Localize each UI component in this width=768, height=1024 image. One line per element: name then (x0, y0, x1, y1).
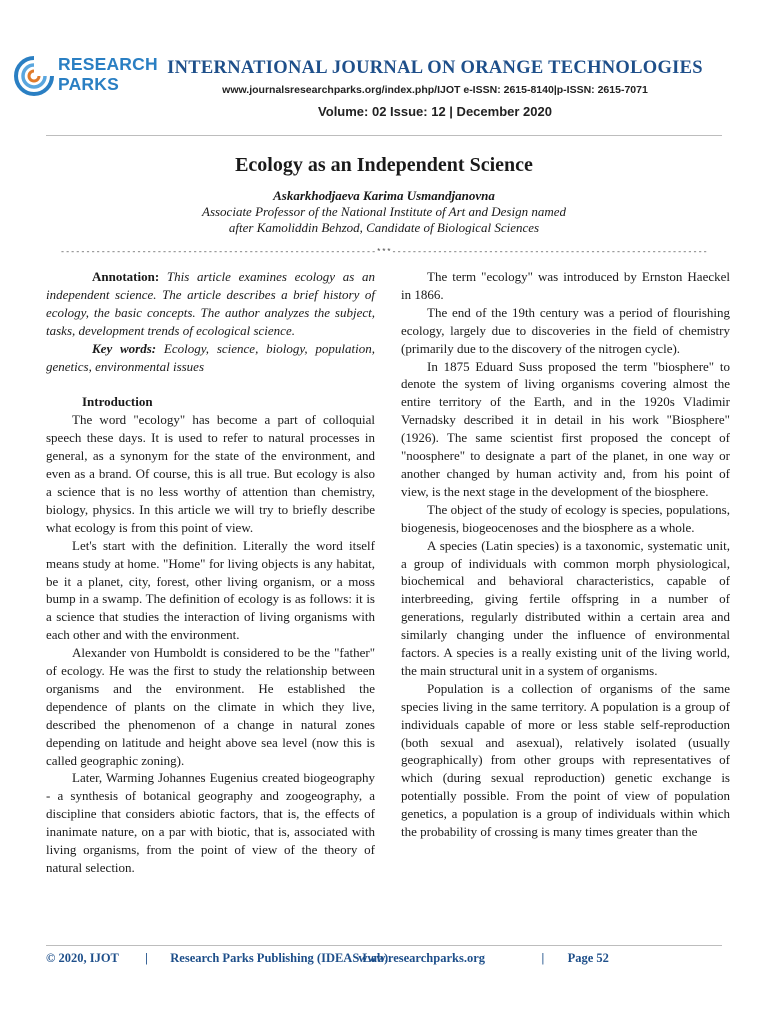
footer-publisher: Research Parks Publishing (IDEAS Lab) (170, 951, 389, 965)
body-paragraph: The word "ecology" has become a part of colloquial speech these days. It is used to refer to natural processes in general, as a synonym for the state of the environment, and even as a brand. Of course, this is all true. But ecology is also a science that is no less worthy of attention than chemistry, biology, physics. In this article we will try to briefly describe what ecology is from this point of view. (46, 412, 375, 535)
body-paragraph: A species (Latin species) is a taxonomic, systematic unit, a group of individuals with common morph physiological, biochemical and behavioral characteristics, capable of interbreeding, giving fertile offspring in a number of generations, regularly distributed within a certain area and similarly changing under the influence of environmental factors. A species is a really existing unit of the living world, the main structural unit in a system of organisms. (401, 537, 730, 678)
page-footer (46, 951, 736, 966)
annotation-text: This article examines ecology as an independent science. The article describes a brief history of ecology, the basic concepts. The author analyzes the subject, tasks, development trends of ecological science. (46, 269, 375, 338)
footer-separator: | (541, 951, 545, 965)
journal-title: INTERNATIONAL JOURNAL ON ORANGE TECHNOLOGIES (167, 58, 703, 78)
keywords (46, 340, 375, 376)
body-paragraph: The end of the 19th century was a period of flourishing ecology, largely due to discoveries in the field of chemistry (primarily due to the discovery of the nitrogen cycle). (401, 304, 730, 356)
body-paragraph: Alexander von Humboldt is considered to be the "father" of ecology. He was the first to study the relationship between organisms and the environment. He established the dependence of plants on the climate in which they live, described the phenomenon of a change in natural zones depending on latitude and height above sea level (now this is called geographic zoning). (46, 645, 375, 768)
body-paragraph: The object of the study of ecology is species, populations, biogenesis, biogeocenoses and the biosphere as a whole. (401, 501, 730, 535)
affiliation-line-1: Associate Professor of the National Institute of Art and Design named (202, 204, 566, 219)
logo-text-research: RESEARCH (58, 54, 158, 74)
footer-website-link[interactable]: www.researchparks.org (358, 951, 485, 965)
paper-title: Ecology as an Independent Science (235, 154, 533, 176)
header-divider (46, 135, 722, 136)
issue-info: Volume: 02 Issue: 12 | December 2020 (318, 104, 552, 119)
footer-page-number: Page 52 (567, 951, 609, 965)
annotation (46, 268, 375, 340)
logo-text-parks: PARKS (58, 74, 119, 94)
footer-separator: | (145, 951, 148, 965)
right-column (401, 268, 730, 841)
body-paragraph: Let's start with the definition. Literally the word itself means study at home. "Home" for living objects is any habitat, be it a planet, city, forest, other living organism, or a moss bump in a swamp. The definition of ecology is as follows: it is a science that studies the interaction of living organisms with each other and with the environment. (46, 537, 375, 643)
body-paragraph: In 1875 Eduard Suss proposed the term "biosphere" to denote the system of living organisms covering almost the entire territory of the Earth, and in the 1920s Vladimir Vernadsky described it in detail in his work "Biosphere" (1926). The same scientist first proposed the concept of "noosphere" to designate a part of the planet, in one way or another changed by human activity and, from his point of view, is the next stage in the development of the biosphere. (401, 358, 730, 499)
author-affiliation (100, 204, 668, 236)
keywords-text: Ecology, science, biology, population, genetics, environmental issues (46, 340, 375, 374)
journal-url-issn: www.journalsresearchparks.org/index.php/IJOT e-ISSN: 2615-8140|p-ISSN: 2615-7071 (222, 84, 648, 96)
body-paragraph: The term "ecology" was introduced by Ernston Haeckel in 1866. (401, 269, 730, 302)
footer-divider (46, 945, 722, 946)
body-paragraph: Later, Warming Johannes Eugenius created biogeography - a synthesis of botanical geography and zoogeography, a discipline that considers abiotic factors, that is, the effects of inanimate nature, on a par with biotic, that is, associated with living organisms, from the point of view of the theory of natural selection. (46, 770, 375, 875)
logo-swirl-icon (10, 52, 58, 100)
affiliation-line-2: after Kamoliddin Behzod, Candidate of Biological Sciences (228, 220, 540, 235)
research-parks-logo (10, 52, 158, 100)
introduction-heading: Introduction (82, 394, 153, 410)
author-name: Askarkhodjaeva Karima Usmandjanovna (273, 188, 495, 203)
footer-copyright: © 2020, IJOT (46, 951, 119, 965)
section-separator: --------------------------------------------------------------***-------------------------------------------------------------- (60, 248, 708, 257)
keywords-label: Key words: (92, 340, 157, 356)
annotation-label: Annotation: (92, 269, 160, 284)
body-paragraph: Population is a collection of organisms of the same species living in the same territory. A population is a group of individuals capable of more or less stable self-reproduction (both sexual and asexual), relatively isolated (usually geographically) from other groups with representatives of which (during sexual reproduction) genetic exchange is potentially possible. From the point of view of population genetics, a population is a group of individuals within which the probability of crossing is many times greater than the (401, 680, 730, 840)
left-column (46, 268, 375, 877)
